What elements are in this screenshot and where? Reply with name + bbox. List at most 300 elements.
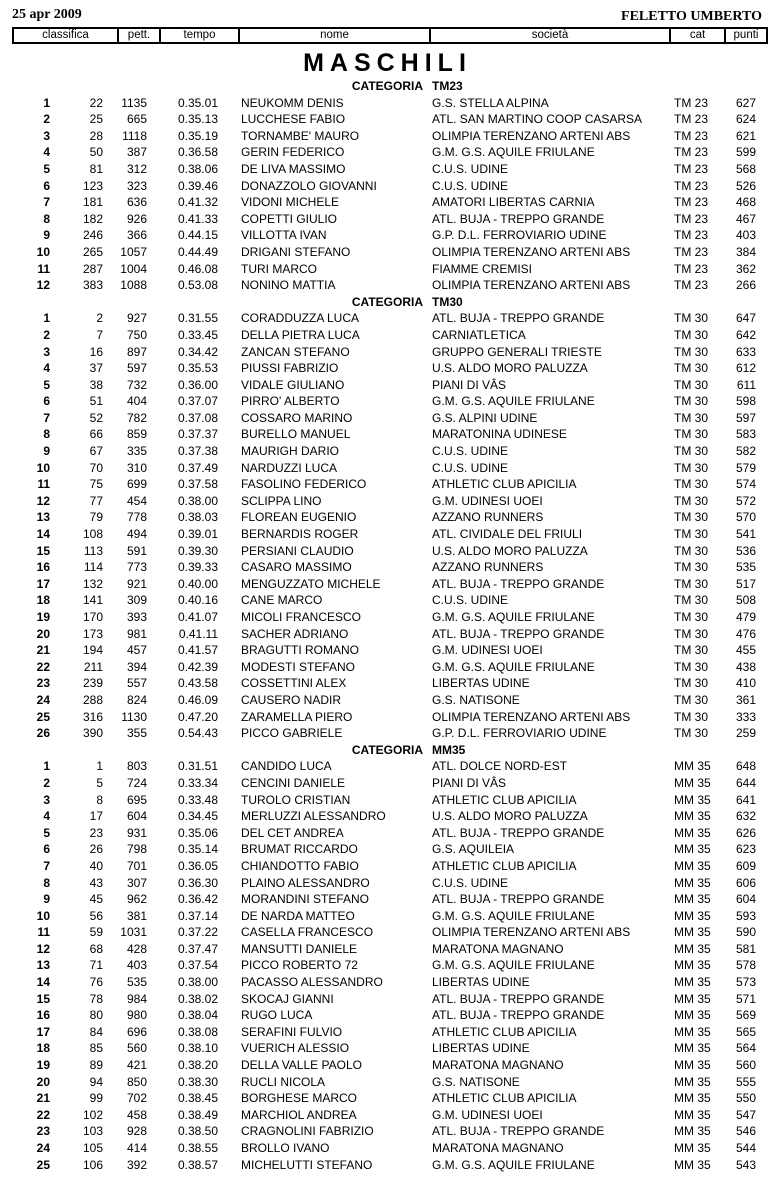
bib-number: 494 bbox=[126, 527, 147, 542]
finish-time: 0.36.30 bbox=[177, 875, 218, 890]
bib-number: 702 bbox=[126, 1091, 147, 1106]
rank: 20 bbox=[36, 1074, 50, 1089]
column-header: cat bbox=[671, 29, 724, 42]
table-row bbox=[0, 95, 775, 112]
overall-position: 38 bbox=[89, 377, 103, 392]
rank: 24 bbox=[36, 692, 50, 707]
athlete-name: MANSUTTI DANIELE bbox=[241, 941, 358, 956]
overall-position: 45 bbox=[89, 892, 103, 907]
page-title: MASCHILI bbox=[303, 49, 472, 77]
category-code: TM 30 bbox=[674, 493, 709, 508]
athlete-name: FASOLINO FEDERICO bbox=[241, 477, 367, 492]
table-row bbox=[0, 576, 775, 593]
club-name: ATL. BUJA - TREPPO GRANDE bbox=[432, 311, 605, 326]
table-row bbox=[0, 377, 775, 394]
athlete-name: MAURIGH DARIO bbox=[241, 444, 340, 459]
overall-position: 76 bbox=[89, 975, 103, 990]
athlete-name: VUERICH ALESSIO bbox=[241, 1041, 350, 1056]
athlete-name: DELLA VALLE PAOLO bbox=[241, 1058, 362, 1073]
points: 641 bbox=[735, 792, 756, 807]
bib-number: 926 bbox=[126, 211, 147, 226]
rank: 2 bbox=[43, 112, 50, 127]
finish-time: 0.37.07 bbox=[177, 394, 218, 409]
athlete-name: CHIANDOTTO FABIO bbox=[241, 858, 359, 873]
category-label: CATEGORIA bbox=[351, 294, 423, 309]
overall-position: 26 bbox=[89, 842, 103, 857]
rank: 13 bbox=[36, 958, 50, 973]
category-code: TM 23 bbox=[674, 278, 709, 293]
rank: 12 bbox=[36, 941, 50, 956]
table-row bbox=[0, 476, 775, 493]
report-date: 25 apr 2009 bbox=[12, 7, 82, 22]
athlete-name: CORADDUZZA LUCA bbox=[241, 311, 360, 326]
rank: 4 bbox=[43, 361, 50, 376]
bib-number: 921 bbox=[126, 576, 147, 591]
finish-time: 0.38.49 bbox=[177, 1107, 218, 1122]
table-row bbox=[0, 460, 775, 477]
rank: 5 bbox=[43, 161, 50, 176]
rank: 10 bbox=[36, 244, 50, 259]
overall-position: 89 bbox=[89, 1058, 103, 1073]
rank: 22 bbox=[36, 1107, 50, 1122]
athlete-name: MORANDINI STEFANO bbox=[241, 892, 370, 907]
athlete-name: MENGUZZATO MICHELE bbox=[241, 576, 381, 591]
club-name: OLIMPIA TERENZANO ARTENI ABS bbox=[432, 709, 631, 724]
points: 578 bbox=[735, 958, 756, 973]
athlete-name: VIDONI MICHELE bbox=[241, 195, 340, 210]
club-name: LIBERTAS UDINE bbox=[432, 975, 530, 990]
points: 593 bbox=[735, 908, 756, 923]
overall-position: 108 bbox=[82, 527, 103, 542]
finish-time: 0.37.08 bbox=[177, 410, 218, 425]
finish-time: 0.39.33 bbox=[177, 560, 218, 575]
overall-position: 106 bbox=[82, 1157, 103, 1172]
rank: 7 bbox=[43, 195, 50, 210]
finish-time: 0.38.04 bbox=[177, 1008, 218, 1023]
finish-time: 0.38.02 bbox=[177, 991, 218, 1006]
rank: 1 bbox=[43, 95, 50, 110]
points: 535 bbox=[735, 560, 756, 575]
table-row bbox=[0, 1090, 775, 1107]
club-name: ATL. BUJA - TREPPO GRANDE bbox=[432, 825, 605, 840]
bib-number: 778 bbox=[126, 510, 147, 525]
table-row bbox=[0, 957, 775, 974]
bib-number: 458 bbox=[126, 1107, 147, 1122]
finish-time: 0.47.20 bbox=[177, 709, 218, 724]
table-row bbox=[0, 144, 775, 161]
rank: 15 bbox=[36, 543, 50, 558]
table-row bbox=[0, 277, 775, 294]
athlete-name: DEL CET ANDREA bbox=[241, 825, 344, 840]
column-header-bar bbox=[12, 27, 768, 44]
category-code: TM 30 bbox=[674, 377, 709, 392]
overall-position: 173 bbox=[82, 626, 103, 641]
club-name: ATL. BUJA - TREPPO GRANDE bbox=[432, 1008, 605, 1023]
overall-position: 56 bbox=[89, 908, 103, 923]
finish-time: 0.38.00 bbox=[177, 975, 218, 990]
athlete-name: GERIN FEDERICO bbox=[241, 145, 345, 160]
rank: 18 bbox=[36, 593, 50, 608]
rank: 11 bbox=[37, 925, 50, 940]
rank: 4 bbox=[43, 809, 50, 824]
table-row bbox=[0, 178, 775, 195]
bib-number: 696 bbox=[126, 1024, 147, 1039]
category-code: MM 35 bbox=[674, 858, 711, 873]
bib-number: 557 bbox=[126, 676, 147, 691]
finish-time: 0.46.09 bbox=[177, 692, 218, 707]
table-row bbox=[0, 709, 775, 726]
bib-number: 798 bbox=[126, 842, 147, 857]
bib-number: 1088 bbox=[120, 278, 147, 293]
table-row bbox=[0, 875, 775, 892]
rank: 23 bbox=[36, 676, 50, 691]
rank: 5 bbox=[43, 377, 50, 392]
athlete-name: SKOCAJ GIANNI bbox=[241, 991, 334, 1006]
finish-time: 0.37.54 bbox=[177, 958, 218, 973]
category-code: MM 35 bbox=[674, 1074, 711, 1089]
athlete-name: CANDIDO LUCA bbox=[241, 759, 332, 774]
club-name: U.S. ALDO MORO PALUZZA bbox=[432, 543, 588, 558]
category-code: MM 35 bbox=[674, 925, 711, 940]
athlete-name: PERSIANI CLAUDIO bbox=[241, 543, 354, 558]
category-code: MM 35 bbox=[674, 941, 711, 956]
finish-time: 0.38.08 bbox=[177, 1024, 218, 1039]
club-name: G.S. STELLA ALPINA bbox=[432, 95, 549, 110]
bib-number: 665 bbox=[126, 112, 147, 127]
category-code: TM 23 bbox=[674, 112, 709, 127]
finish-time: 0.36.05 bbox=[177, 858, 218, 873]
points: 479 bbox=[735, 610, 756, 624]
overall-position: 52 bbox=[89, 410, 103, 425]
category-code: MM 35 bbox=[674, 825, 711, 840]
points: 517 bbox=[735, 576, 756, 591]
bib-number: 897 bbox=[126, 344, 147, 359]
athlete-name: RUGO LUCA bbox=[241, 1008, 313, 1023]
athlete-name: TURI MARCO bbox=[241, 261, 317, 276]
athlete-name: ZANCAN STEFANO bbox=[241, 344, 350, 359]
table-row bbox=[0, 310, 775, 327]
column-header: punti bbox=[726, 29, 766, 42]
finish-time: 0.34.42 bbox=[177, 344, 218, 359]
finish-time: 0.38.30 bbox=[177, 1074, 218, 1089]
finish-time: 0.40.16 bbox=[177, 593, 218, 608]
athlete-name: FLOREAN EUGENIO bbox=[241, 510, 357, 525]
finish-time: 0.38.06 bbox=[177, 161, 218, 176]
finish-time: 0.38.45 bbox=[177, 1091, 218, 1106]
category-code: MM 35 bbox=[674, 842, 711, 857]
finish-time: 0.38.20 bbox=[177, 1058, 218, 1073]
bib-number: 404 bbox=[126, 394, 147, 409]
finish-time: 0.37.58 bbox=[177, 477, 218, 492]
category-code: TM 30 bbox=[674, 643, 709, 658]
event-location: FELETTO UMBERTO bbox=[621, 9, 762, 24]
points: 476 bbox=[735, 626, 756, 641]
athlete-name: ZARAMELLA PIERO bbox=[241, 709, 353, 724]
table-row bbox=[0, 891, 775, 908]
bib-number: 803 bbox=[126, 759, 147, 774]
finish-time: 0.38.57 bbox=[177, 1157, 218, 1172]
bib-number: 699 bbox=[126, 477, 147, 492]
club-name: G.M. G.S. AQUILE FRIULANE bbox=[432, 1157, 595, 1172]
category-code: TM 30 bbox=[674, 676, 709, 691]
points: 627 bbox=[735, 95, 756, 110]
finish-time: 0.54.43 bbox=[177, 726, 218, 741]
finish-time: 0.35.53 bbox=[177, 361, 218, 376]
table-row bbox=[0, 725, 775, 742]
club-name: G.S. AQUILEIA bbox=[432, 842, 515, 857]
athlete-name: BURELLO MANUEL bbox=[241, 427, 351, 442]
finish-time: 0.36.58 bbox=[177, 145, 218, 160]
bib-number: 394 bbox=[126, 659, 147, 674]
athlete-name: PLAINO ALESSANDRO bbox=[241, 875, 370, 890]
rank: 25 bbox=[36, 1157, 50, 1172]
rank: 10 bbox=[36, 460, 50, 475]
points: 403 bbox=[735, 228, 756, 243]
category-code: MM 35 bbox=[674, 892, 711, 907]
overall-position: 105 bbox=[82, 1141, 103, 1155]
overall-position: 390 bbox=[82, 726, 103, 741]
finish-time: 0.41.32 bbox=[177, 195, 218, 210]
overall-position: 22 bbox=[89, 95, 103, 110]
category-code: MM 35 bbox=[674, 1091, 711, 1106]
table-row bbox=[0, 1123, 775, 1140]
club-name: G.M. UDINESI UOEI bbox=[432, 1107, 543, 1122]
overall-position: 43 bbox=[89, 875, 103, 890]
rank: 17 bbox=[36, 1024, 50, 1039]
club-name: PIANI DI VÂS bbox=[432, 775, 507, 790]
bib-number: 454 bbox=[126, 493, 147, 508]
rank: 6 bbox=[43, 842, 50, 857]
bib-number: 310 bbox=[126, 460, 147, 475]
points: 546 bbox=[735, 1124, 756, 1139]
category-code: MM 35 bbox=[674, 908, 711, 923]
rank: 10 bbox=[36, 908, 50, 923]
bib-number: 1118 bbox=[122, 128, 147, 143]
bib-number: 421 bbox=[126, 1058, 147, 1073]
category-code: TM 30 bbox=[674, 361, 709, 376]
table-row bbox=[0, 1040, 775, 1057]
athlete-name: SCLIPPA LINO bbox=[241, 493, 322, 508]
category-code: TM 30 bbox=[674, 709, 709, 724]
category-code: TM 23 bbox=[674, 145, 709, 160]
rank: 20 bbox=[36, 626, 50, 641]
club-name: MARATONINA UDINESE bbox=[432, 427, 567, 442]
overall-position: 78 bbox=[89, 991, 103, 1006]
table-row bbox=[0, 443, 775, 460]
club-name: MARATONA MAGNANO bbox=[432, 941, 564, 956]
finish-time: 0.44.49 bbox=[177, 244, 218, 259]
overall-position: 182 bbox=[82, 211, 103, 226]
club-name: OLIMPIA TERENZANO ARTENI ABS bbox=[432, 925, 631, 940]
bib-number: 591 bbox=[126, 543, 147, 558]
rank: 19 bbox=[36, 610, 50, 624]
bib-number: 695 bbox=[126, 792, 147, 807]
rank: 19 bbox=[36, 1058, 50, 1073]
table-row bbox=[0, 1074, 775, 1091]
bib-number: 636 bbox=[126, 195, 147, 210]
club-name: OLIMPIA TERENZANO ARTENI ABS bbox=[432, 244, 631, 259]
category-code: TM 30 bbox=[674, 543, 709, 558]
points: 541 bbox=[735, 527, 756, 542]
athlete-name: PIRRO' ALBERTO bbox=[241, 394, 340, 409]
athlete-name: COSSETTINI ALEX bbox=[241, 676, 347, 691]
athlete-name: TUROLO CRISTIAN bbox=[241, 792, 351, 807]
finish-time: 0.37.37 bbox=[177, 427, 218, 442]
bib-number: 927 bbox=[126, 311, 147, 326]
overall-position: 66 bbox=[89, 427, 103, 442]
overall-position: 102 bbox=[82, 1107, 103, 1122]
category-code: TM 30 bbox=[674, 444, 709, 459]
athlete-name: SACHER ADRIANO bbox=[241, 626, 349, 641]
table-row bbox=[0, 360, 775, 377]
rank: 11 bbox=[37, 261, 50, 276]
rank: 9 bbox=[43, 228, 50, 243]
column-header: tempo bbox=[161, 29, 238, 42]
finish-time: 0.36.00 bbox=[177, 377, 218, 392]
category-code: TM 30 bbox=[674, 311, 709, 326]
points: 333 bbox=[735, 709, 756, 724]
points: 599 bbox=[735, 145, 756, 160]
table-row bbox=[0, 941, 775, 958]
points: 574 bbox=[735, 477, 756, 492]
category-heading bbox=[0, 294, 775, 311]
points: 259 bbox=[735, 726, 756, 741]
points: 550 bbox=[735, 1091, 756, 1106]
club-name: G.M. G.S. AQUILE FRIULANE bbox=[432, 958, 595, 973]
bib-number: 980 bbox=[126, 1008, 147, 1023]
rank: 12 bbox=[36, 278, 50, 293]
bib-number: 724 bbox=[126, 775, 147, 790]
overall-position: 81 bbox=[89, 161, 103, 176]
rank: 9 bbox=[43, 892, 50, 907]
athlete-name: PIUSSI FABRIZIO bbox=[241, 361, 339, 376]
athlete-name: MARCHIOL ANDREA bbox=[241, 1107, 357, 1122]
bib-number: 355 bbox=[126, 726, 147, 741]
table-row bbox=[0, 261, 775, 278]
overall-position: 71 bbox=[89, 958, 103, 973]
points: 611 bbox=[736, 377, 756, 392]
table-row bbox=[0, 1140, 775, 1157]
rank: 7 bbox=[43, 858, 50, 873]
club-name: OLIMPIA TERENZANO ARTENI ABS bbox=[432, 278, 631, 293]
club-name: ATHLETIC CLUB APICILIA bbox=[432, 1091, 577, 1106]
bib-number: 403 bbox=[126, 958, 147, 973]
category-code: TM 23 bbox=[674, 178, 709, 193]
overall-position: 94 bbox=[89, 1074, 103, 1089]
finish-time: 0.40.00 bbox=[177, 576, 218, 591]
bib-number: 1004 bbox=[120, 261, 147, 276]
category-code: MM 35 bbox=[674, 1041, 711, 1056]
table-row bbox=[0, 991, 775, 1008]
athlete-name: TORNAMBE' MAURO bbox=[241, 128, 360, 143]
overall-position: 67 bbox=[89, 444, 103, 459]
overall-position: 287 bbox=[82, 261, 103, 276]
category-code: TM 23 bbox=[674, 228, 709, 243]
category-code: MM 35 bbox=[674, 975, 711, 990]
overall-position: 103 bbox=[82, 1124, 103, 1139]
bib-number: 1031 bbox=[120, 925, 147, 940]
table-row bbox=[0, 526, 775, 543]
points: 644 bbox=[735, 775, 756, 790]
points: 647 bbox=[735, 311, 756, 326]
bib-number: 366 bbox=[126, 228, 147, 243]
athlete-name: NONINO MATTIA bbox=[241, 278, 336, 293]
finish-time: 0.35.13 bbox=[177, 112, 218, 127]
rank: 14 bbox=[36, 975, 50, 990]
finish-time: 0.35.01 bbox=[177, 95, 218, 110]
points: 624 bbox=[735, 112, 756, 127]
points: 565 bbox=[735, 1024, 756, 1039]
overall-position: 7 bbox=[96, 327, 103, 342]
rank: 3 bbox=[43, 792, 50, 807]
club-name: ATL. BUJA - TREPPO GRANDE bbox=[432, 576, 605, 591]
overall-position: 40 bbox=[89, 858, 103, 873]
points: 582 bbox=[735, 444, 756, 459]
category-code: TM 30 bbox=[674, 726, 709, 741]
points: 560 bbox=[735, 1058, 756, 1073]
points: 568 bbox=[735, 161, 756, 176]
club-name: ATHLETIC CLUB APICILIA bbox=[432, 1024, 577, 1039]
overall-position: 70 bbox=[89, 460, 103, 475]
athlete-name: NEUKOMM DENIS bbox=[241, 95, 344, 110]
category-code: TM 30 bbox=[674, 560, 709, 575]
club-name: OLIMPIA TERENZANO ARTENI ABS bbox=[432, 128, 631, 143]
athlete-name: CENCINI DANIELE bbox=[241, 775, 346, 790]
bib-number: 962 bbox=[126, 892, 147, 907]
table-row bbox=[0, 559, 775, 576]
points: 547 bbox=[735, 1107, 756, 1122]
overall-position: 246 bbox=[82, 228, 103, 243]
category-code: MM 35 bbox=[674, 1058, 711, 1073]
column-header: pett. bbox=[119, 29, 159, 42]
table-row bbox=[0, 592, 775, 609]
club-name: AMATORI LIBERTAS CARNIA bbox=[432, 195, 595, 210]
athlete-name: NARDUZZI LUCA bbox=[241, 460, 338, 475]
bib-number: 309 bbox=[126, 593, 147, 608]
category-code: TM 23 bbox=[674, 195, 709, 210]
bib-number: 931 bbox=[126, 825, 147, 840]
points: 621 bbox=[735, 128, 756, 143]
club-name: C.U.S. UDINE bbox=[432, 161, 509, 176]
rank: 13 bbox=[36, 510, 50, 525]
finish-time: 0.44.15 bbox=[177, 228, 218, 243]
bib-number: 750 bbox=[126, 327, 147, 342]
finish-time: 0.33.34 bbox=[177, 775, 218, 790]
athlete-name: MICHELUTTI STEFANO bbox=[241, 1157, 373, 1172]
overall-position: 16 bbox=[89, 344, 103, 359]
category-code: MM 35 bbox=[674, 1141, 711, 1155]
overall-position: 194 bbox=[82, 643, 103, 658]
club-name: FIAMME CREMISI bbox=[432, 261, 533, 276]
club-name: G.S. NATISONE bbox=[432, 1074, 520, 1089]
athlete-name: CASARO MASSIMO bbox=[241, 560, 352, 575]
table-row bbox=[0, 609, 775, 626]
club-name: LIBERTAS UDINE bbox=[432, 1041, 530, 1056]
category-heading bbox=[0, 78, 775, 95]
rank: 8 bbox=[43, 211, 50, 226]
table-row bbox=[0, 758, 775, 775]
finish-time: 0.42.39 bbox=[177, 659, 218, 674]
rank: 22 bbox=[36, 659, 50, 674]
table-row bbox=[0, 1157, 775, 1174]
category-label: CATEGORIA bbox=[351, 742, 423, 757]
table-row bbox=[0, 841, 775, 858]
rank: 11 bbox=[37, 477, 50, 492]
table-row bbox=[0, 1107, 775, 1124]
points: 544 bbox=[735, 1141, 756, 1155]
table-row bbox=[0, 626, 775, 643]
category-code: MM 35 bbox=[674, 991, 711, 1006]
